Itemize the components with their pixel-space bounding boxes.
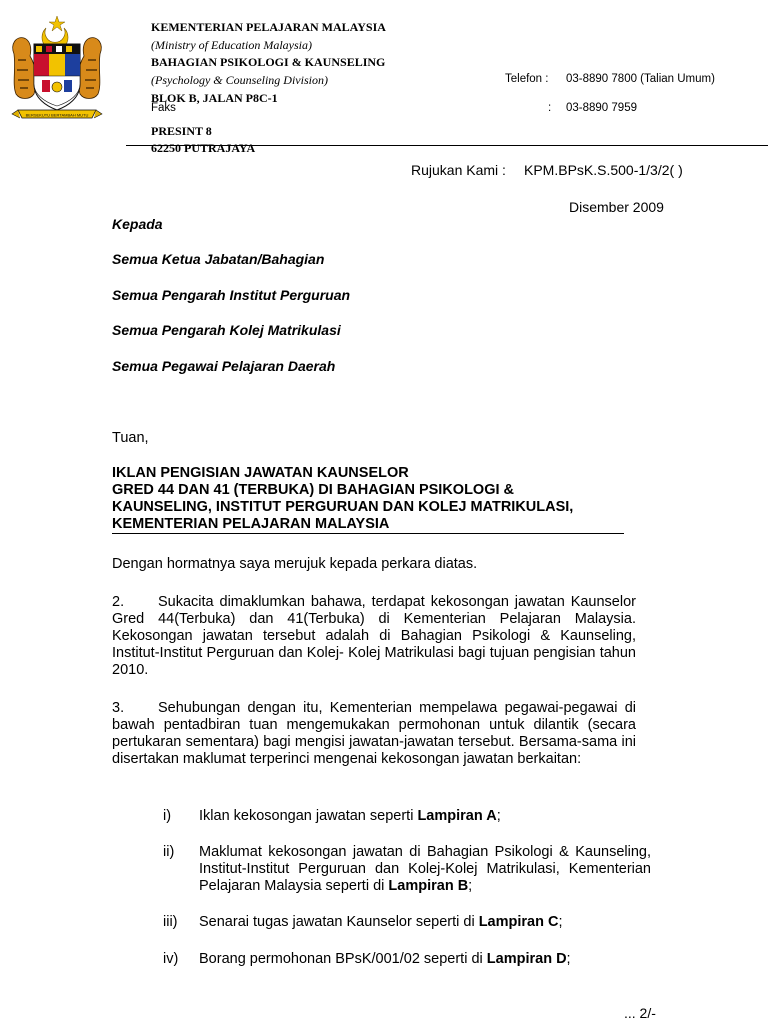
phone-value: 03-8890 7800 (Talian Umum) [566,73,715,85]
fax-label: Faks [151,102,176,114]
subject-line: IKLAN PENGISIAN JAWATAN KAUNSELOR [112,465,409,481]
attachment-reference: Lampiran B [388,878,469,894]
ministry-name-english: (Ministry of Education Malaysia) [151,38,312,52]
list-item-end: ; [468,878,473,894]
addressee-line: Semua Ketua Jabatan/Bahagian [112,251,325,267]
list-item-body: Borang permohonan BPsK/001/02 seperti di [199,951,487,967]
ministry-name: KEMENTERIAN PELAJARAN MALAYSIA [151,20,386,34]
list-item-text [199,844,651,895]
list-item [163,951,653,987]
paragraph-number: 2. [112,594,125,610]
attachment-reference: Lampiran D [486,951,567,967]
phone-label: Telefon : [505,73,549,85]
letterhead-divider [126,145,768,146]
address-line-2: PRESINT 8 [151,124,212,138]
salutation: Tuan, [112,430,149,446]
list-item-end: ; [566,951,571,967]
list-item [163,844,653,896]
list-item-number: i) [163,808,172,824]
subject-line: KAUNSELING, INSTITUT PERGURUAN DAN KOLEJ MATRIKULASI, [112,499,574,515]
paragraph-text: Sehubungan dengan itu, Kementerian mempelawa pegawai-pegawai di bawah pentadbiran tuan mengemukakan permohonan untuk dilantik (secara pertukaran sementara) bagi mengisi jawatan-jawatan tersebut. Bersama-sama ini disertakan maklumat terperinci mengenai kekosongan jawatan berkaitan: [112,700,636,767]
fax-colon: : [548,102,552,114]
paragraph-text: Sukacita dimaklumkan bahawa, terdapat kekosongan jawatan Kaunselor Gred 44(Terbuka) dan 41(Terbuka) di Kementerian Pelajaran Malaysia. Kekosongan jawatan tersebut adalah di Bahagian Psikologi & Kaunseling, Institut-Institut Perguruan dan Kolej- Kolej Matrikulasi bagi tujuan pengisian tahun 2010. [112,594,636,678]
fax-value: 03-8890 7959 [566,102,637,114]
svg-text:BERSEKUTU BERTAMBAH MUTU: BERSEKUTU BERTAMBAH MUTU [25,112,89,118]
paragraph-2 [112,594,636,679]
address-line-1: BLOK B, JALAN P8C-1 [151,91,278,105]
letter-subject [112,465,624,534]
malaysia-coat-of-arms-logo [6,14,108,126]
list-item-body: Maklumat kekosongan jawatan di Bahagian Psikologi & Kaunseling, Institut-Institut Perguruan dan Kolej-Kolej Matrikulasi, Kementerian Pelajaran Malaysia seperti di [199,844,651,894]
addressee-line: Semua Pengarah Kolej Matrikulasi [112,322,341,338]
list-item-text [199,808,651,825]
reference-label: Rujukan Kami : [411,162,506,178]
division-name: BAHAGIAN PSIKOLOGI & KAUNSELING [151,55,386,69]
list-item-number: iv) [163,951,179,967]
address-line-3: 62250 PUTRAJAYA [151,141,256,155]
letter-date: Disember 2009 [569,199,664,215]
list-item-body: Iklan kekosongan jawatan seperti [199,808,418,824]
list-item-end: ; [558,914,563,930]
addressee-line: Semua Pegawai Pelajaran Daerah [112,358,336,374]
attachment-reference: Lampiran A [417,808,497,824]
subject-line: KEMENTERIAN PELAJARAN MALAYSIA [112,516,624,534]
paragraph-number: 3. [112,700,125,716]
list-item [163,914,653,932]
division-name-english: (Psychology & Counseling Division) [151,73,328,87]
addressee-line: Semua Pengarah Institut Perguruan [112,287,351,303]
list-item-body: Senarai tugas jawatan Kaunselor seperti di [199,914,479,930]
paragraph-3 [112,700,636,768]
list-item-number: ii) [163,844,175,860]
list-item-text [199,914,651,931]
subject-line: GRED 44 DAN 41 (TERBUKA) DI BAHAGIAN PSIKOLOGI & [112,482,515,498]
attachment-reference: Lampiran C [478,914,559,930]
paragraph-1: Dengan hormatnya saya merujuk kepada perkara diatas. [112,556,478,572]
list-item-number: iii) [163,914,178,930]
list-item-end: ; [496,808,501,824]
addressee-heading: Kepada [112,216,163,232]
list-item [163,808,653,826]
list-item-text [199,951,599,968]
page-continuation-marker: ... 2/- [624,1005,656,1021]
reference-number: KPM.BPsK.S.500-1/3/2( ) [524,162,683,178]
